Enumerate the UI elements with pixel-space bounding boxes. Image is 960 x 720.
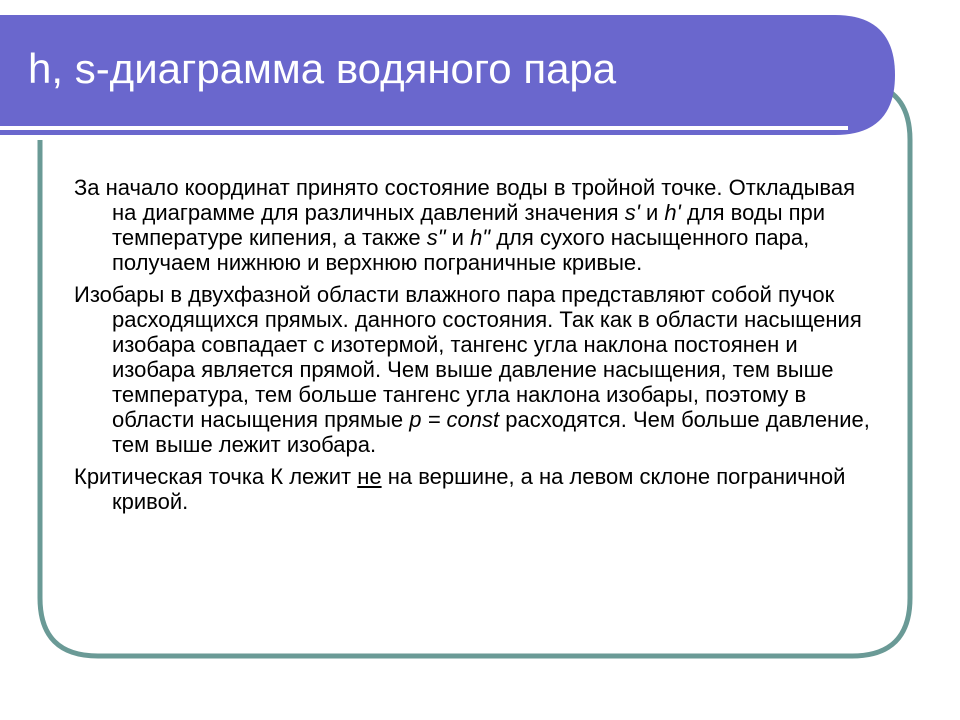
paragraph-triple-point — [74, 175, 884, 275]
text-run: на вершине, а на левом склоне пограничной кривой. — [112, 464, 846, 514]
text-run: Критическая точка К лежит — [74, 464, 358, 489]
text-run: и — [445, 225, 471, 250]
paragraph-critical-point — [74, 464, 884, 514]
text-run: не — [357, 464, 382, 489]
text-run: p = const — [409, 407, 500, 432]
text-run: h' — [664, 200, 681, 225]
text-run: для воды при температуре кипения, а также — [112, 200, 826, 250]
text-run: s" — [426, 225, 446, 250]
text-run: Изобары в двухфазной области влажного пара представляют собой пучок расходящихся прямых. данного состояния. Так как в области насыщения изобара совпадает с изотермой, тангенс угла наклона постоянен и изобара является прямой. Чем выше давление насыщения, тем выше температура, тем больше тангенс угла наклона изобары, поэтому в области насыщения прямые — [74, 282, 862, 432]
text-run: h" — [470, 225, 491, 250]
text-run: s' — [624, 200, 640, 225]
paragraph-isobars — [74, 282, 884, 457]
slide-title: h, s-диаграмма водяного пара — [28, 45, 617, 92]
slide-body — [74, 175, 884, 521]
text-run: расходятся. Чем больше давление, тем выше лежит изобара. — [112, 407, 870, 457]
text-run: За начало координат принято состояние воды в тройной точке. Откладывая на диаграмме для различных давлений значения — [74, 175, 855, 225]
text-run: для сухого насыщенного пара, получаем нижнюю и верхнюю пограничные кривые. — [112, 225, 810, 275]
text-run: и — [639, 200, 665, 225]
title-underline — [0, 126, 848, 130]
